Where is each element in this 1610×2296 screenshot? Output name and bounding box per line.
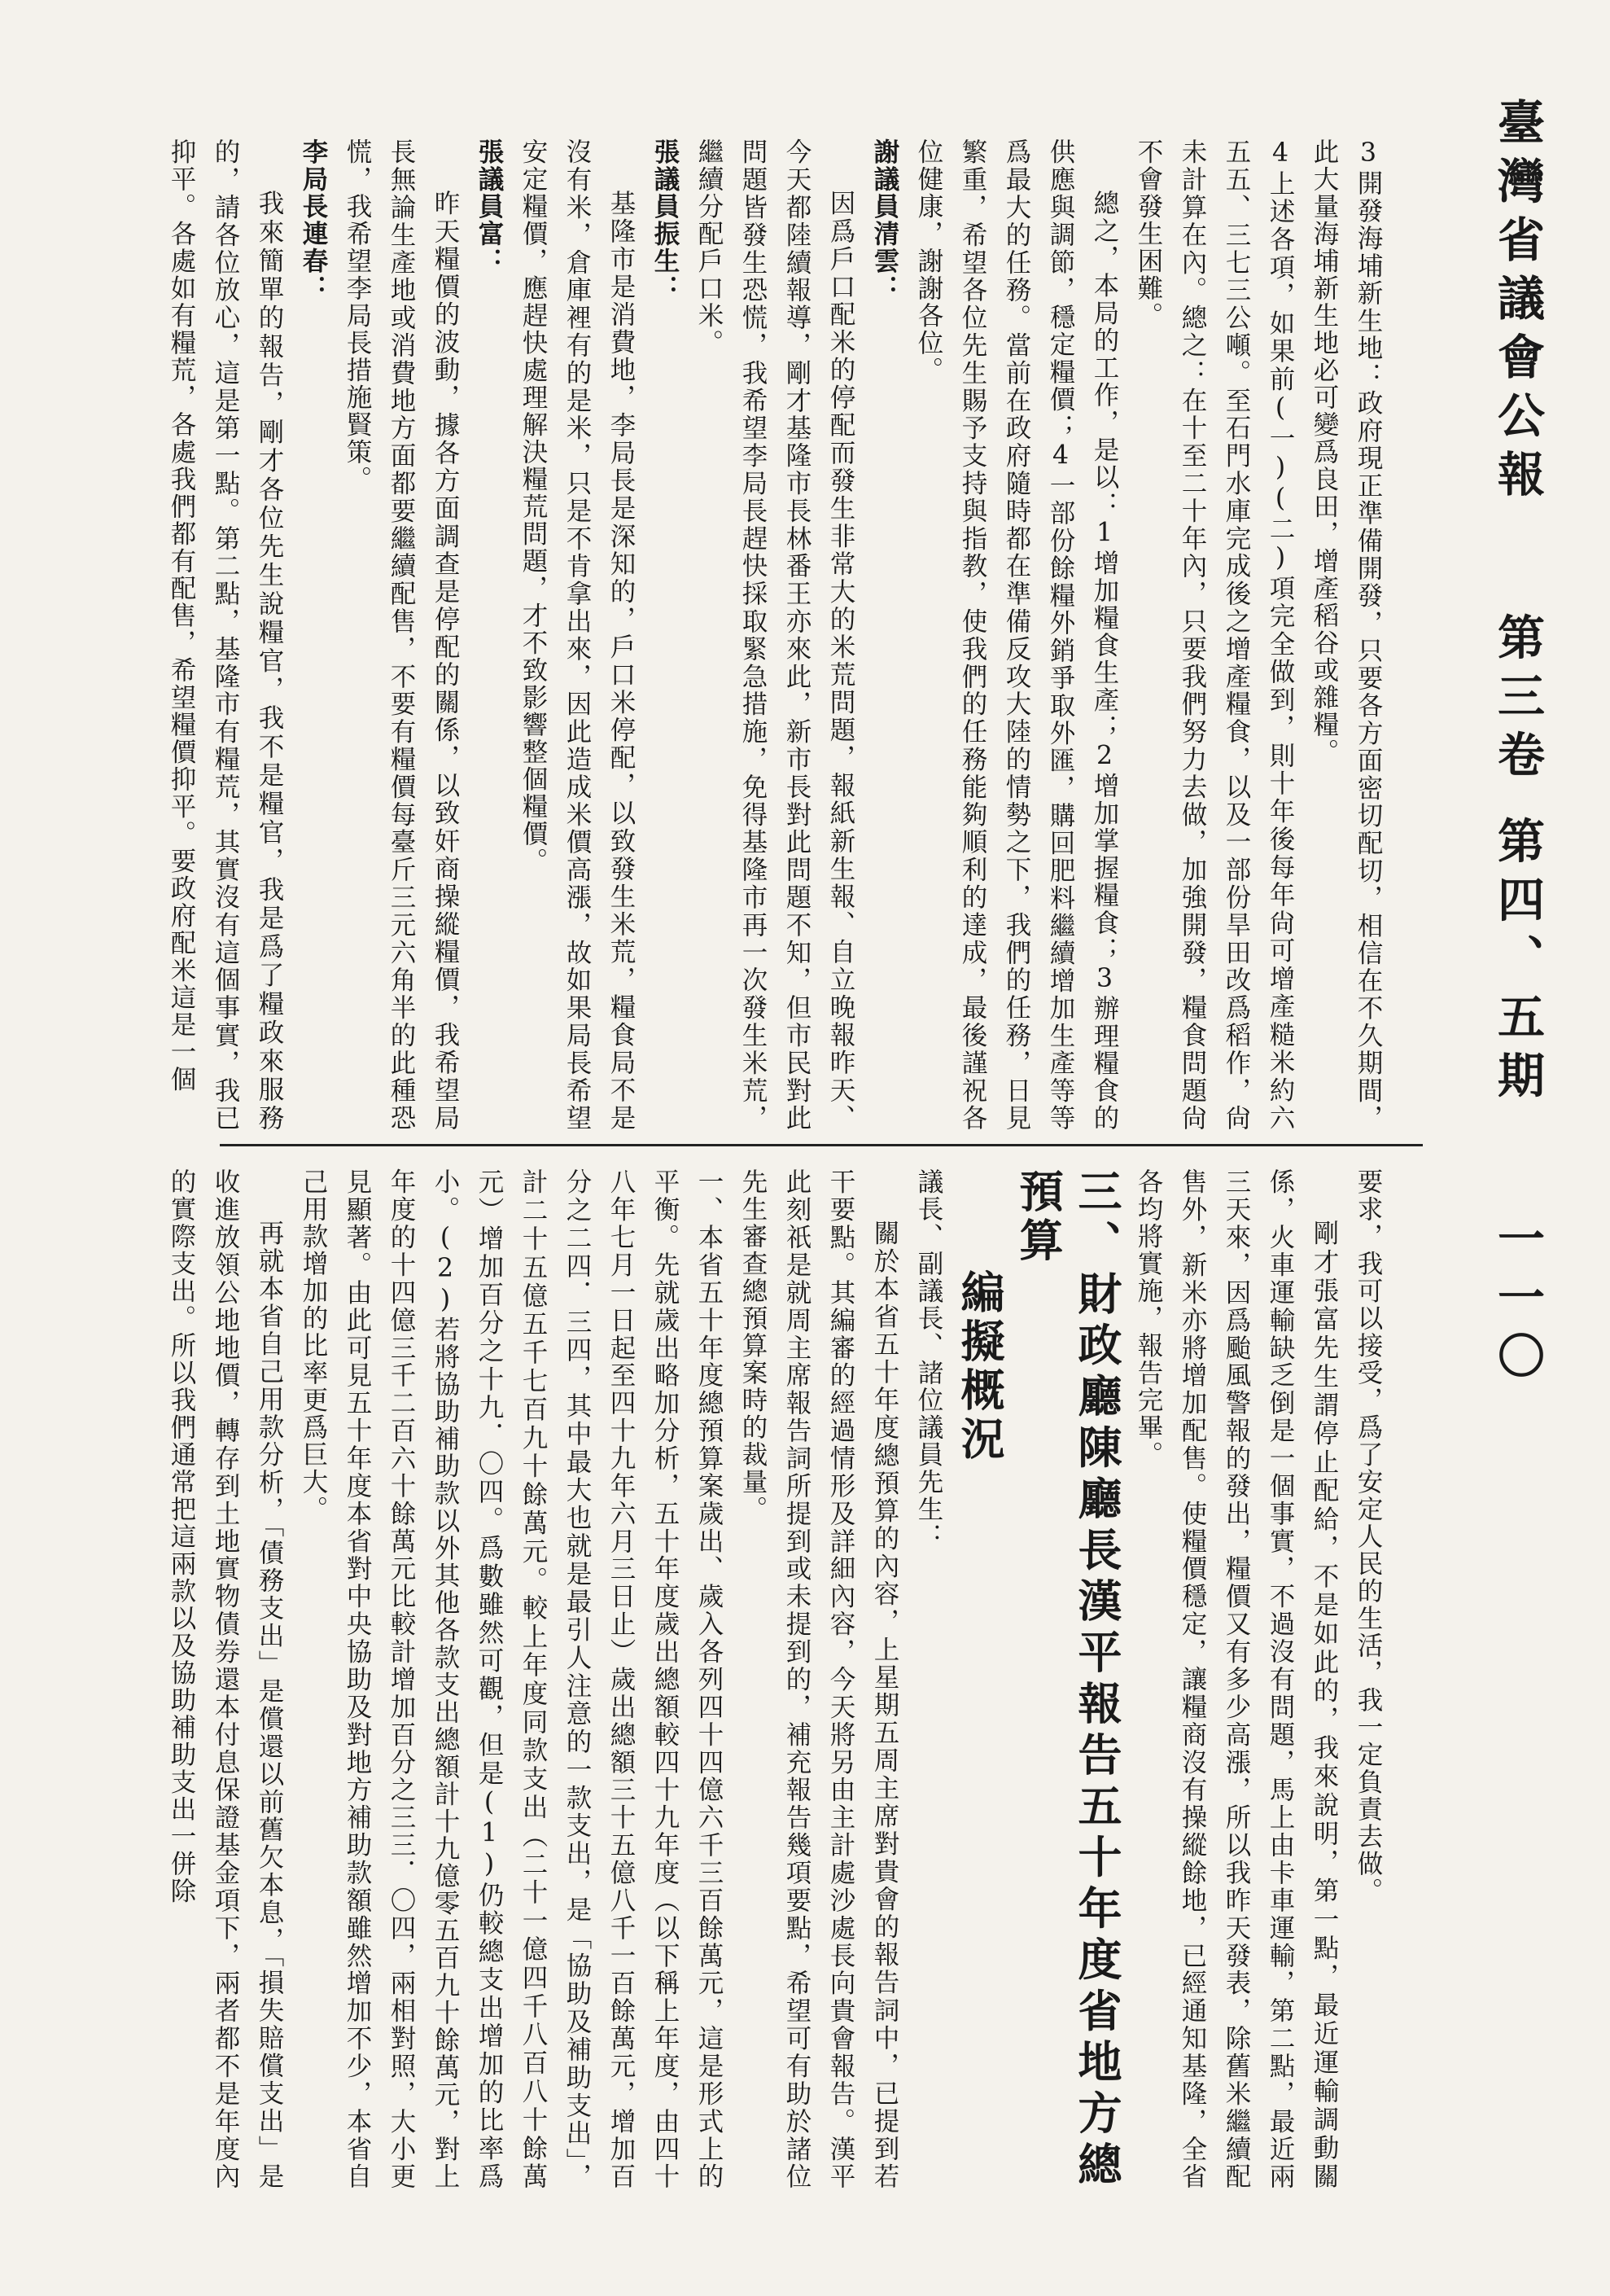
paragraph: 再就本省自己用款分析，「債務支出」是償還以前舊欠本息，「損失賠償支出」是收進放領公地地價，轉存到土地實物債券還本付息保證基金項下，兩者都不是年度內的實際支出。所以我們通常把這兩款以及協助補助支出一併除 <box>167 1168 284 2190</box>
paragraph: 我來簡單的報告，剛才各位先生說糧官，我不是糧官，我是爲了糧政來服務的，請各位放心，這是第一點。第二點，基隆市有糧荒，其實沒有這個事實，我已抑平。各處如有糧荒，各處我們都有配售，希望糧價抑平。要政府配米這是一個 <box>167 138 284 1132</box>
running-header <box>1488 98 1545 1390</box>
paragraph: 關於本省五十年度總預算的內容，上星期五周主席對貴會的報告詞中，已提到若干要點。其編審的經過情形及詳細內容，今天將另由主計處沙處長向貴會報告。漢平此刻祇是就周主席報告詞所提到或未提到的，補充報告幾項要點，希望可有助於諸位先生審查總預算案時的裁量。 <box>738 1168 899 2190</box>
paragraph: 一、本省五十年度總預算案歲出、歲入各列四十四億六千三百餘萬元，這是形式上的平衡。先就歲出略加分析，五十年度歲出總額較四十九年度（以下稱上年度，由四十八年七月一日起至四十九年六月三日止）歲出總額三十五億八千一百餘萬元，增加百分之二四．三四，其中最大也就是最引人注意的一款支出，是「協助及補助支出」，計二十五億五千七百九十餘萬元。較上年度同款支出（二十一億四千八百八十餘萬元）增加百分之十九．〇四。爲數雖然可觀，但是(1)仍較總支出增加的比率爲小。(2)若將協助補助款以外其他各款支出總額計十九億零五百九十餘萬元，對上年度的十四億三千二百六十餘萬元比較計增加百分之三三．〇四，兩相對照，大小更見顯著。由此可見五十年度本省對中央協助及對地方補助款額雖然增加不少，本省自己用款增加的比率更爲巨大。 <box>299 1168 724 2190</box>
page-number: 一一〇 <box>1490 1214 1545 1391</box>
paragraph: 3開發海埔新生地：政府現正準備開發，只要各方面密切配切，相信在不久期間，此大量海埔新生地必可變爲良田，增產稻谷或雜糧。 <box>1310 138 1383 1132</box>
section-title: 三、財政廳陳廳長漢平報告五十年度省地方總預算 <box>1013 1168 1123 2190</box>
issue-label: 第四、五期 <box>1490 816 1545 1110</box>
paragraph: 因爲戶口配米的停配而發生非常大的米荒問題，報紙新生報、自立晚報昨天、今天都陸續報導，剛才基隆市長林番王亦來此，新市長對此問題不知，但市民對此問題皆發生恐慌，我希望李局長趕快採取緊急措施，免得基隆市再一次發生米荒，繼續分配戶口米。 <box>694 138 855 1132</box>
paragraph: 昨天糧價的波動，據各方面調查是停配的關係，以致奸商操縱糧價，我希望局長無論生產地或消費地方面都要繼續配售，不要有糧價每臺斤三元六角半的此種恐慌，我希望李局長措施賢策。 <box>343 138 460 1132</box>
speaker-label: 張議員富： <box>475 138 505 275</box>
speaker-label: 張議員振生： <box>650 138 680 302</box>
upper-text-column <box>120 138 1390 1132</box>
speaker-label: 李局長連春： <box>299 138 329 302</box>
section-subtitle: 編擬概況 <box>954 1269 1006 1466</box>
paragraph: 基隆市是消費地，李局長是深知的，戶口米停配，以致發生米荒，糧食局不是沒有米，倉庫裡有的是米，只是不肯拿出來，因此造成米價高漲，故如果局長希望安定糧價，應趕快處理解決糧荒問題，才不致影響整個糧價。 <box>518 138 636 1132</box>
paragraph: 總之，本局的工作，是以：1增加糧食生產；2增加掌握糧食；3辦理糧食的供應與調節，穩定糧價；4一部份餘糧外銷爭取外匯，購回肥料繼續增加生產等等爲最大的任務。當前在政府隨時都在準備反攻大陸的情勢之下，我們的任務，日見繁重，希望各位先生賜予支持與指教，使我們的任務能夠順利的達成，最後謹祝各位健康，謝謝各位。 <box>914 138 1119 1132</box>
lower-text-column <box>72 1168 1390 2190</box>
speaker-label: 謝議員清雲： <box>870 138 900 302</box>
salutation: 議長、副議長、諸位議員先生： <box>914 1168 943 1550</box>
paragraph: 4上述各項，如果前(一)(二)項完全做到，則十年後每年尙可增產糙米約六五五、三七三公噸。至石門水庫完成後之增產糧食，以及一部份旱田改爲稻作，尙未計算在內。總之：在十至二十年內，只要我們努力去做，加強開發，糧食問題尙不會發生困難。 <box>1134 138 1295 1132</box>
column-divider <box>220 1144 1423 1146</box>
gazette-title: 臺灣省議會公報 <box>1490 98 1545 508</box>
volume-label: 第三卷 <box>1490 612 1545 789</box>
paragraph: 剛才張富先生謂停止配給，不是如此的，我來說明，第一點，最近運輸調動關係，火車運輸缺乏倒是一個事實，不過沒有問題，馬上由卡車運輸，第二點，最近兩三天來，因爲颱風警報的發出，糧價又有多少高漲，所以我昨天發表，除舊米繼續配售外，新米亦將增加配售。使糧價穩定，讓糧商沒有操縱餘地，已經通知基隆，全省各均將實施，報告完畢。 <box>1134 1168 1339 2190</box>
paragraph: 要求，我可以接受，爲了安定人民的生活，我一定負責去做。 <box>1354 1168 1383 1905</box>
